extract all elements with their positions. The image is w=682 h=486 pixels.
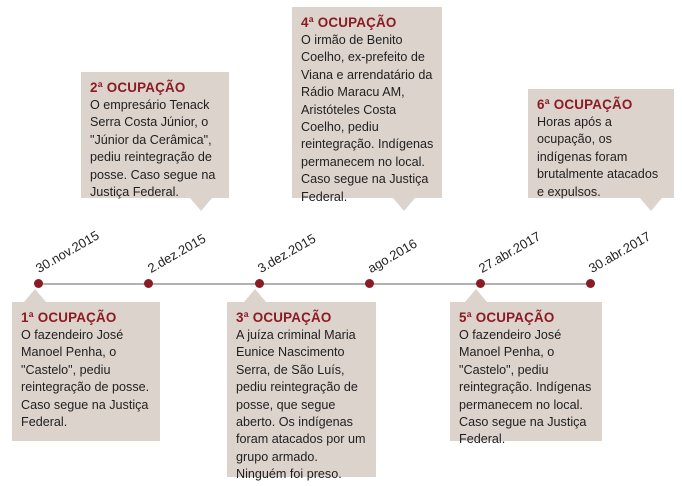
timeline-marker	[586, 279, 595, 288]
timeline-marker	[144, 279, 153, 288]
date-label: 3.dez.2015	[255, 230, 319, 276]
date-label: ago.2016	[365, 235, 420, 276]
callout-pointer	[190, 198, 212, 211]
callout-pointer	[244, 289, 266, 302]
callout-pointer	[465, 289, 487, 302]
event-card-5	[450, 302, 602, 447]
callout-pointer	[393, 198, 415, 211]
event-description: Horas após a ocupação, os indígenas foram brutalmente atacados e expulsos.	[537, 115, 659, 199]
timeline-marker	[34, 279, 43, 288]
date-label: 27.abr.2017	[476, 228, 543, 276]
date-label: 30.nov.2015	[33, 227, 102, 276]
callout-pointer	[24, 289, 46, 302]
event-card-6	[528, 89, 674, 198]
event-description: O fazendeiro José Manoel Penha, o "Castelo", pediu reintegração. Indígenas permanecem no local. Caso segue na Justiça Federal.	[459, 328, 592, 447]
date-label: 2.dez.2015	[145, 230, 209, 276]
event-description: O irmão de Benito Coelho, ex-prefeito de Viana e arrendatário da Rádio Maracu AM, Aristóteles Costa Coelho, pediu reintegração. Indígenas permanecem no local. Caso segue na Justiça Federal.	[301, 33, 434, 204]
event-title: 5ª OCUPAÇÃO	[459, 310, 555, 325]
event-description: O fazendeiro José Manoel Penha, o "Castelo", pediu reintegração de posse. Caso segue na Justiça Federal.	[21, 328, 150, 430]
event-description: A juíza criminal Maria Eunice Nascimento Serra, de São Luís, pediu reintegração de posse, que segue aberto. Os indígenas foram atacados por um grupo armado. Ninguém foi preso.	[236, 328, 366, 482]
event-title: 4ª OCUPAÇÃO	[301, 15, 397, 30]
timeline-line	[38, 283, 591, 285]
event-card-1	[12, 302, 160, 441]
event-title: 3ª OCUPAÇÃO	[236, 310, 332, 325]
event-card-3	[227, 302, 376, 482]
timeline-marker	[365, 279, 374, 288]
event-title: 2ª OCUPAÇÃO	[90, 80, 186, 95]
event-title: 6ª OCUPAÇÃO	[537, 97, 633, 112]
event-card-4	[292, 7, 442, 204]
event-title: 1ª OCUPAÇÃO	[21, 310, 117, 325]
event-card-2	[81, 72, 229, 198]
callout-pointer	[640, 198, 662, 211]
date-label: 30.abr.2017	[586, 228, 653, 276]
event-description: O empresário Tenack Serra Costa Júnior, o "Júnior da Cerâmica", pediu reintegração de posse. Caso segue na Justiça Federal.	[90, 98, 216, 200]
timeline-marker	[255, 279, 264, 288]
timeline-marker	[476, 279, 485, 288]
